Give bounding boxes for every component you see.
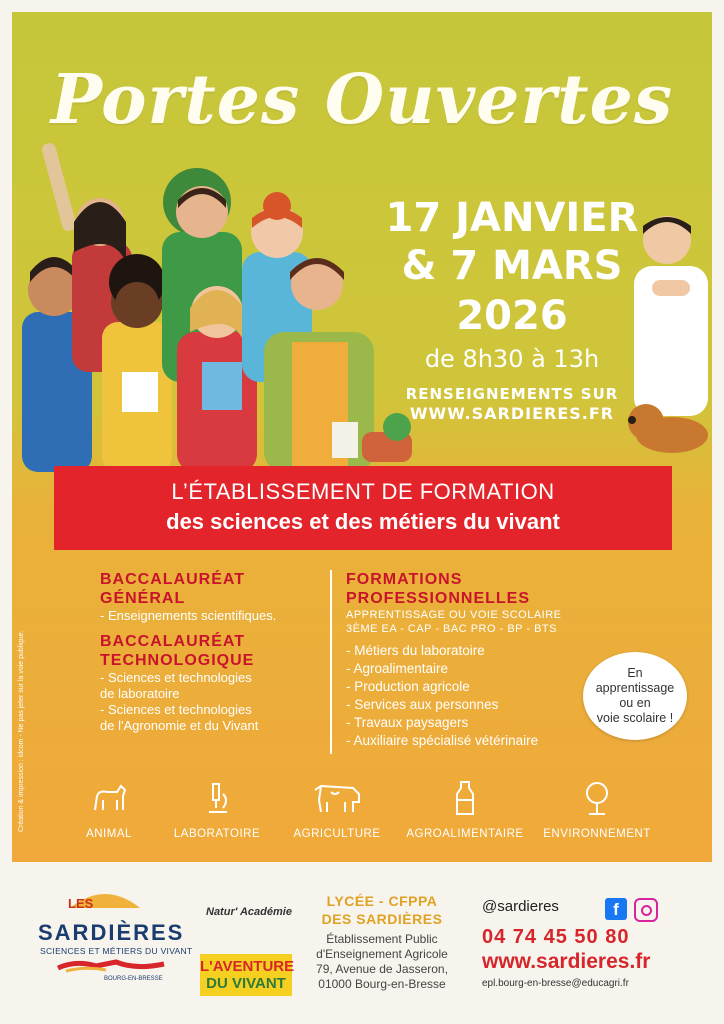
title-banner bbox=[54, 466, 672, 550]
sector-label: ENVIRONNEMENT bbox=[543, 828, 651, 840]
lycee-line-2: DES SARDIÈRES bbox=[321, 911, 443, 927]
apprentissage-bubble bbox=[583, 652, 687, 740]
formation-item: - Métiers du laboratoire bbox=[346, 643, 485, 658]
lycee-name bbox=[300, 892, 464, 928]
formations-title-2: PROFESSIONNELLES bbox=[346, 590, 531, 607]
info-label: RENSEIGNEMENTS SUR bbox=[405, 385, 619, 403]
logo-tagline: SCIENCES ET MÉTIERS DU VIVANT bbox=[40, 946, 193, 956]
formation-item: - Auxiliaire spécialisé vétérinaire bbox=[346, 733, 539, 748]
formations-levels: 3ÈME EA - CAP - BAC PRO - BP - BTS bbox=[346, 623, 557, 635]
credit-text bbox=[18, 582, 34, 832]
banner-line-2: des sciences et des métiers du vivant bbox=[166, 509, 560, 534]
address-line: Établissement Public bbox=[326, 932, 438, 946]
sector-icons bbox=[62, 780, 662, 850]
sector-agriculture bbox=[272, 780, 402, 842]
sector-label: ANIMAL bbox=[86, 828, 132, 840]
address-line: d'Enseignement Agricole bbox=[316, 947, 448, 961]
bac-tech-title-2: TECHNOLOGIQUE bbox=[100, 652, 255, 669]
event-hours: de 8h30 à 13h bbox=[424, 345, 600, 373]
bubble-line: En bbox=[627, 666, 643, 680]
lycee-line-1: LYCÉE - CFPPA bbox=[326, 893, 438, 909]
tree-icon bbox=[577, 780, 617, 816]
formations-title-1: FORMATIONS bbox=[346, 571, 463, 588]
email-link[interactable]: epl.bourg-en-bresse@educagri.fr bbox=[482, 978, 629, 989]
banner-line-1: L’ÉTABLISSEMENT DE FORMATION bbox=[171, 479, 555, 504]
sector-label: AGROALIMENTAIRE bbox=[406, 828, 524, 840]
sector-laboratoire bbox=[152, 780, 282, 842]
aventure-line-2: DU VIVANT bbox=[206, 975, 286, 992]
date-year: 2026 bbox=[456, 293, 568, 339]
bac-general-item: - Enseignements scientifiques. bbox=[100, 608, 277, 623]
formation-item: - Travaux paysagers bbox=[346, 715, 469, 730]
logo-name: SARDIÈRES bbox=[38, 920, 185, 945]
dog-icon bbox=[89, 780, 129, 816]
address bbox=[300, 932, 464, 992]
sector-label: AGRICULTURE bbox=[293, 828, 381, 840]
formations-subtitle: APPRENTISSAGE OU VOIE SCOLAIRE bbox=[346, 609, 562, 621]
microscope-icon bbox=[197, 780, 237, 816]
aventure-line-1: L'AVENTURE bbox=[200, 958, 295, 975]
info-url: WWW.SARDIERES.FR bbox=[409, 404, 615, 423]
bac-tech-item: de laboratoire bbox=[100, 686, 180, 701]
bottle-icon bbox=[445, 780, 485, 816]
logo-town: BOURG-EN-BRESSE bbox=[104, 976, 163, 982]
bac-tech-item: - Sciences et technologies bbox=[100, 670, 252, 685]
bubble-line: apprentissage bbox=[595, 681, 675, 695]
brush-logo bbox=[56, 958, 166, 974]
date-line-1: 17 JANVIER bbox=[385, 195, 639, 241]
social-handle[interactable]: @sardieres bbox=[482, 898, 559, 915]
sector-label: LABORATOIRE bbox=[173, 828, 261, 840]
bac-general-title-2: GÉNÉRAL bbox=[100, 590, 186, 607]
bac-tech-item: - Sciences et technologies bbox=[100, 702, 252, 717]
formation-item: - Services aux personnes bbox=[346, 697, 499, 712]
column-divider bbox=[330, 570, 332, 754]
formation-item: - Production agricole bbox=[346, 679, 470, 694]
phone-number[interactable]: 04 74 45 50 80 bbox=[482, 926, 630, 948]
page-title: Portes Ouvertes bbox=[50, 60, 674, 140]
bac-general-title-1: BACCALAURÉAT bbox=[100, 571, 246, 588]
formations-column bbox=[346, 570, 576, 750]
instagram-icon[interactable] bbox=[634, 898, 658, 922]
bac-column bbox=[100, 570, 320, 734]
bac-tech-item: de l'Agronomie et du Vivant bbox=[100, 718, 259, 733]
formation-item: - Agroalimentaire bbox=[346, 661, 449, 676]
poster bbox=[12, 12, 712, 862]
website-link[interactable]: www.sardieres.fr bbox=[482, 950, 651, 973]
credit-line: Création & impression : idcom - Ne pas jeter sur la voie publique. bbox=[18, 630, 25, 832]
natur-academie-logo: Natur' Académie bbox=[206, 906, 292, 918]
date-line-2: & 7 MARS bbox=[401, 243, 623, 289]
footer bbox=[0, 870, 724, 1024]
sector-environnement bbox=[532, 780, 662, 842]
address-line: 79, Avenue de Jasseron, bbox=[316, 962, 448, 976]
aventure-logo bbox=[200, 954, 295, 996]
bac-tech-title-1: BACCALAURÉAT bbox=[100, 633, 246, 650]
event-dates bbox=[342, 194, 682, 424]
bubble-line: voie scolaire ! bbox=[596, 711, 674, 725]
logo-les: LES bbox=[68, 896, 94, 911]
sector-agroalimentaire bbox=[400, 780, 530, 842]
bubble-line: ou en bbox=[619, 696, 651, 710]
facebook-icon[interactable]: f bbox=[605, 898, 627, 920]
address-line: 01000 Bourg-en-Bresse bbox=[318, 977, 446, 991]
cow-icon bbox=[309, 780, 365, 816]
